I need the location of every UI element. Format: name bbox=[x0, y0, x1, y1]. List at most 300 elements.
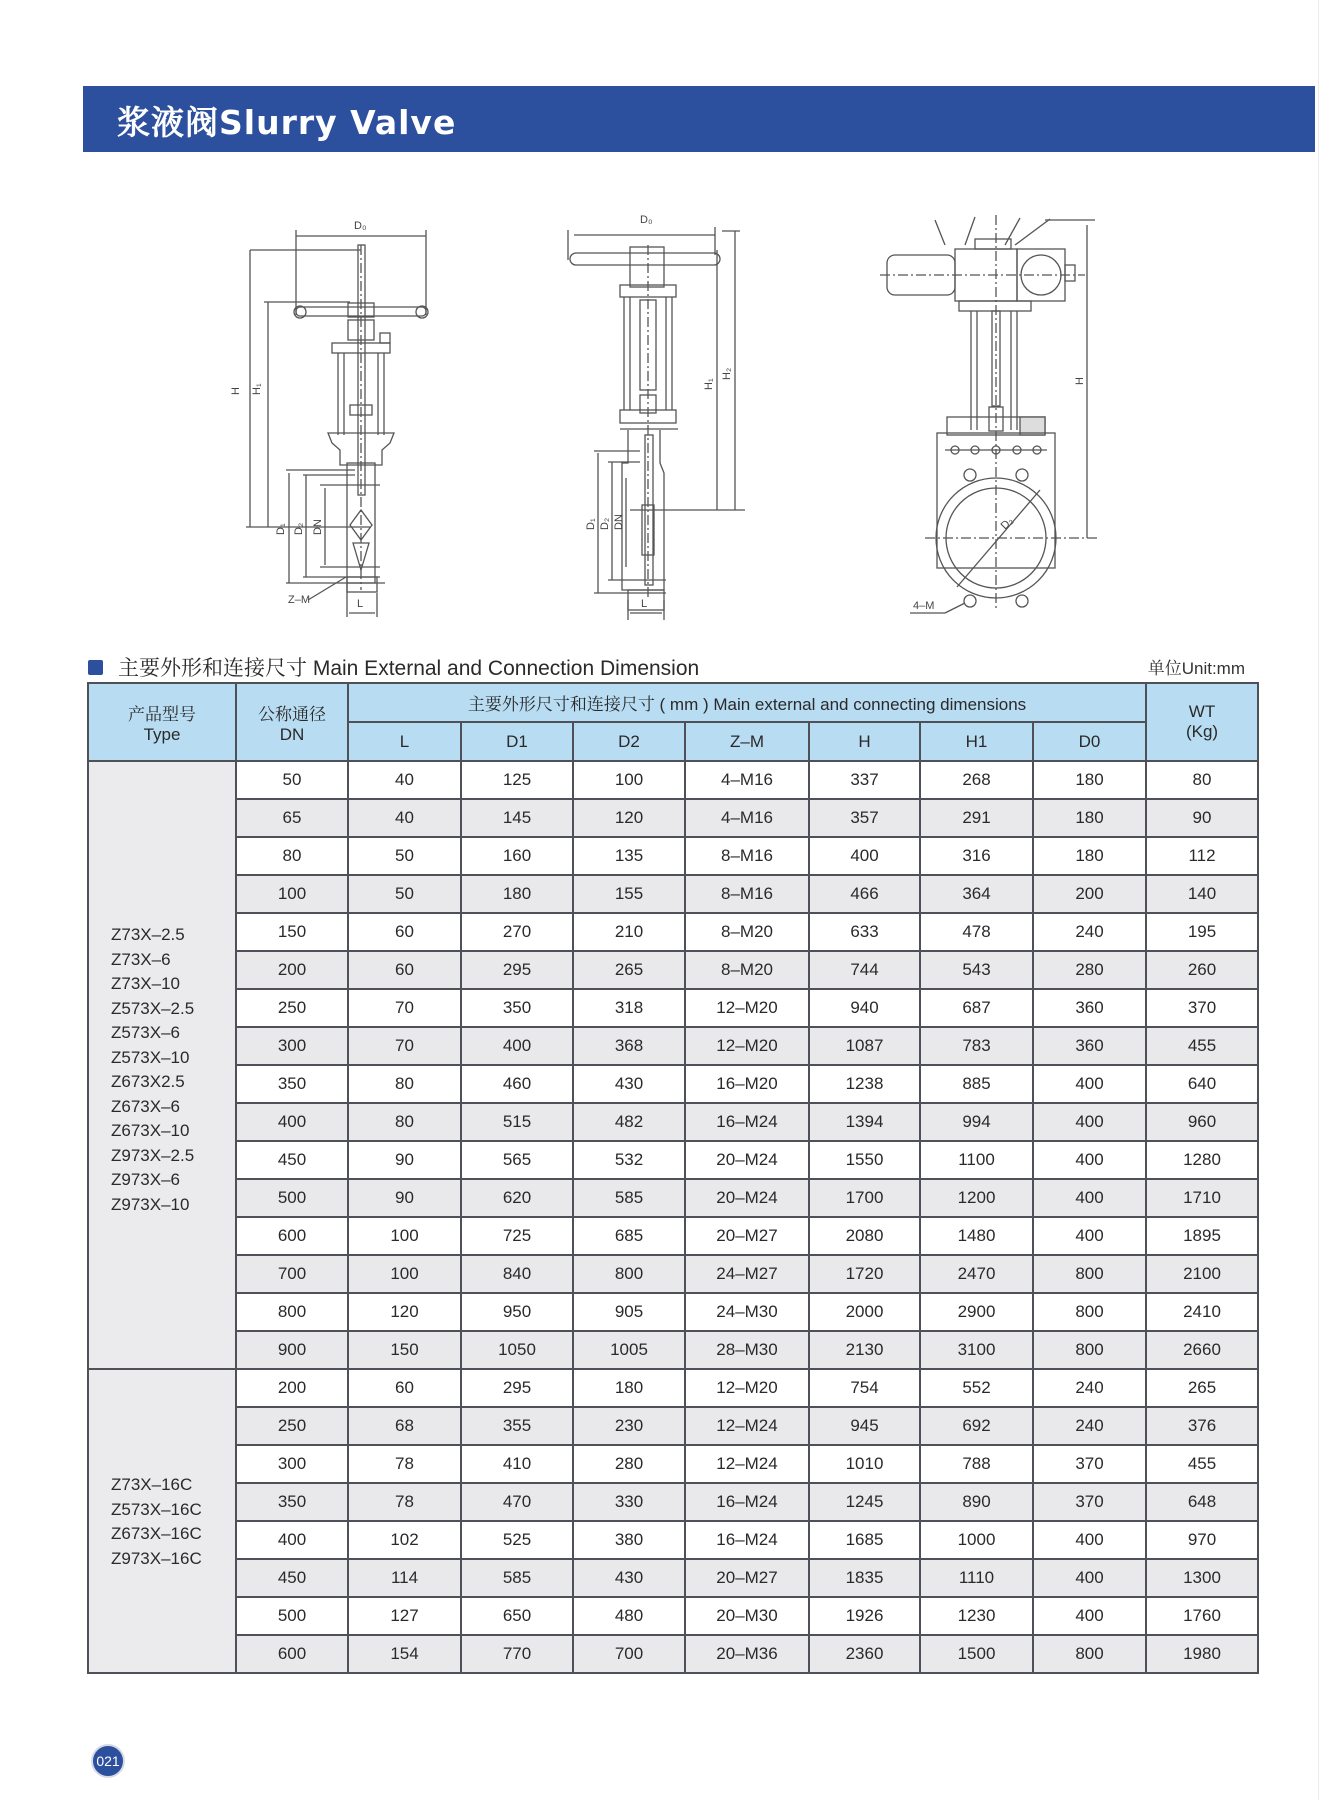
section-title: 主要外形和连接尺寸 Main External and Connection Dimension bbox=[118, 657, 700, 680]
cell-h: 1835 bbox=[809, 1559, 920, 1597]
cell-d0: 800 bbox=[1033, 1635, 1146, 1673]
type-group-cell bbox=[88, 1369, 236, 1673]
cell-d0: 400 bbox=[1033, 1065, 1146, 1103]
table-row bbox=[88, 1597, 1258, 1635]
type-group-cell bbox=[88, 761, 236, 1369]
cell-l: 70 bbox=[348, 1027, 461, 1065]
cell-d0: 200 bbox=[1033, 875, 1146, 913]
cell-d0: 180 bbox=[1033, 799, 1146, 837]
table-row bbox=[88, 1635, 1258, 1673]
cell-d2: 265 bbox=[573, 951, 685, 989]
cell-d1: 620 bbox=[461, 1179, 573, 1217]
cell-d1: 1050 bbox=[461, 1331, 573, 1369]
type-model: Z673X–16C bbox=[111, 1524, 202, 1543]
cell-dn: 250 bbox=[236, 1407, 348, 1445]
title-banner bbox=[83, 86, 1315, 152]
cell-dn: 200 bbox=[236, 1369, 348, 1407]
cell-d2: 380 bbox=[573, 1521, 685, 1559]
page-edge-line bbox=[1318, 0, 1319, 1800]
cell-l: 154 bbox=[348, 1635, 461, 1673]
cell-h: 1685 bbox=[809, 1521, 920, 1559]
cell-h: 1245 bbox=[809, 1483, 920, 1521]
type-spacer bbox=[111, 1571, 235, 1631]
cell-h: 1550 bbox=[809, 1141, 920, 1179]
cell-wt: 80 bbox=[1146, 761, 1258, 799]
manual-valve-drawing bbox=[220, 205, 480, 620]
table-row bbox=[88, 837, 1258, 875]
cell-h1: 692 bbox=[920, 1407, 1033, 1445]
cell-d0: 800 bbox=[1033, 1331, 1146, 1369]
cell-wt: 376 bbox=[1146, 1407, 1258, 1445]
cell-dn: 65 bbox=[236, 799, 348, 837]
table-row bbox=[88, 1331, 1258, 1369]
cell-dn: 600 bbox=[236, 1635, 348, 1673]
cell-h: 2000 bbox=[809, 1293, 920, 1331]
cell-l: 120 bbox=[348, 1293, 461, 1331]
cell-d1: 770 bbox=[461, 1635, 573, 1673]
cell-d0: 370 bbox=[1033, 1483, 1146, 1521]
table-row bbox=[88, 799, 1258, 837]
cell-zm: 4–M16 bbox=[685, 799, 809, 837]
cell-d2: 1005 bbox=[573, 1331, 685, 1369]
header-type bbox=[88, 683, 236, 761]
cell-h: 1087 bbox=[809, 1027, 920, 1065]
cell-zm: 12–M20 bbox=[685, 989, 809, 1027]
cell-dn: 600 bbox=[236, 1217, 348, 1255]
cell-wt: 1980 bbox=[1146, 1635, 1258, 1673]
header-dn-cn: 公称通径 bbox=[258, 704, 326, 724]
cell-d2: 180 bbox=[573, 1369, 685, 1407]
cell-h1: 478 bbox=[920, 913, 1033, 951]
dim-label-4m: 4–M bbox=[913, 600, 935, 612]
type-model: Z673X–10 bbox=[111, 1121, 190, 1140]
cell-d0: 800 bbox=[1033, 1293, 1146, 1331]
cell-h: 744 bbox=[809, 951, 920, 989]
cell-h1: 543 bbox=[920, 951, 1033, 989]
cell-d1: 470 bbox=[461, 1483, 573, 1521]
cell-zm: 20–M24 bbox=[685, 1141, 809, 1179]
cell-l: 60 bbox=[348, 951, 461, 989]
table-row bbox=[88, 1521, 1258, 1559]
dim-label-d1: D₁ bbox=[275, 523, 287, 535]
dim-label-h1: H₁ bbox=[703, 378, 715, 390]
cell-dn: 800 bbox=[236, 1293, 348, 1331]
table-row bbox=[88, 1179, 1258, 1217]
cell-d1: 460 bbox=[461, 1065, 573, 1103]
cell-h1: 1110 bbox=[920, 1559, 1033, 1597]
cell-d0: 800 bbox=[1033, 1255, 1146, 1293]
cell-h1: 552 bbox=[920, 1369, 1033, 1407]
cell-h1: 1480 bbox=[920, 1217, 1033, 1255]
cell-h1: 1500 bbox=[920, 1635, 1033, 1673]
cell-d2: 700 bbox=[573, 1635, 685, 1673]
cell-d1: 355 bbox=[461, 1407, 573, 1445]
cell-dn: 150 bbox=[236, 913, 348, 951]
cell-d2: 230 bbox=[573, 1407, 685, 1445]
cell-l: 90 bbox=[348, 1179, 461, 1217]
cell-d2: 330 bbox=[573, 1483, 685, 1521]
type-model: Z973X–6 bbox=[111, 1170, 180, 1189]
header-col-zm: Z–M bbox=[685, 722, 809, 761]
cell-wt: 960 bbox=[1146, 1103, 1258, 1141]
cell-d0: 400 bbox=[1033, 1521, 1146, 1559]
cell-l: 70 bbox=[348, 989, 461, 1027]
dim-label-h1: H₁ bbox=[251, 383, 263, 395]
cell-d2: 100 bbox=[573, 761, 685, 799]
cell-d2: 585 bbox=[573, 1179, 685, 1217]
cell-zm: 20–M36 bbox=[685, 1635, 809, 1673]
type-model: Z573X–10 bbox=[111, 1047, 190, 1067]
type-spacer bbox=[111, 1411, 235, 1473]
electric-valve-drawing bbox=[875, 205, 1105, 620]
cell-d2: 482 bbox=[573, 1103, 685, 1141]
cell-dn: 100 bbox=[236, 875, 348, 913]
dim-label-dn: DN bbox=[613, 514, 625, 530]
table-row bbox=[88, 1027, 1258, 1065]
cell-d1: 145 bbox=[461, 799, 573, 837]
cell-zm: 12–M20 bbox=[685, 1369, 809, 1407]
cell-zm: 8–M16 bbox=[685, 875, 809, 913]
cell-zm: 16–M24 bbox=[685, 1483, 809, 1521]
table-row bbox=[88, 1483, 1258, 1521]
cell-d2: 480 bbox=[573, 1597, 685, 1635]
cell-wt: 195 bbox=[1146, 913, 1258, 951]
cell-d1: 950 bbox=[461, 1293, 573, 1331]
cell-d0: 400 bbox=[1033, 1103, 1146, 1141]
cell-zm: 16–M24 bbox=[685, 1103, 809, 1141]
type-model: Z73X–2.5 bbox=[111, 925, 185, 944]
header-wt-line2: (Kg) bbox=[1185, 722, 1219, 741]
cell-l: 60 bbox=[348, 913, 461, 951]
cell-zm: 16–M24 bbox=[685, 1521, 809, 1559]
cell-wt: 1280 bbox=[1146, 1141, 1258, 1179]
header-wt bbox=[1146, 683, 1258, 761]
cell-d0: 280 bbox=[1033, 951, 1146, 989]
cell-l: 150 bbox=[348, 1331, 461, 1369]
cell-dn: 300 bbox=[236, 1445, 348, 1483]
dim-label-zm: Z–M bbox=[288, 594, 310, 606]
cell-d2: 210 bbox=[573, 913, 685, 951]
cell-h: 945 bbox=[809, 1407, 920, 1445]
table-row bbox=[88, 875, 1258, 913]
cell-zm: 8–M20 bbox=[685, 913, 809, 951]
cell-dn: 80 bbox=[236, 837, 348, 875]
table-row bbox=[88, 951, 1258, 989]
header-col-d2: D2 bbox=[573, 722, 685, 761]
cell-wt: 1710 bbox=[1146, 1179, 1258, 1217]
cell-h1: 885 bbox=[920, 1065, 1033, 1103]
dim-label-d0: D₀ bbox=[354, 220, 367, 232]
header-dn-en: DN bbox=[279, 724, 305, 744]
cell-h1: 2900 bbox=[920, 1293, 1033, 1331]
type-model: Z973X–10 bbox=[111, 1194, 190, 1214]
type-model: Z673X–6 bbox=[111, 1096, 180, 1116]
dim-label-d2: D₂ bbox=[998, 514, 1016, 533]
page-number: 021 bbox=[91, 1744, 125, 1778]
cell-dn: 300 bbox=[236, 1027, 348, 1065]
cell-d2: 800 bbox=[573, 1255, 685, 1293]
cell-d0: 180 bbox=[1033, 837, 1146, 875]
cell-dn: 700 bbox=[236, 1255, 348, 1293]
cell-zm: 20–M30 bbox=[685, 1597, 809, 1635]
cell-l: 78 bbox=[348, 1445, 461, 1483]
type-model: Z573X–16C bbox=[111, 1499, 202, 1519]
cell-d2: 532 bbox=[573, 1141, 685, 1179]
table-row bbox=[88, 1141, 1258, 1179]
cell-d1: 410 bbox=[461, 1445, 573, 1483]
table-row bbox=[88, 913, 1258, 951]
cell-zm: 12–M24 bbox=[685, 1407, 809, 1445]
table-row bbox=[88, 1217, 1258, 1255]
dimension-table bbox=[87, 682, 1259, 1674]
cell-h: 940 bbox=[809, 989, 920, 1027]
cell-dn: 450 bbox=[236, 1559, 348, 1597]
cell-wt: 90 bbox=[1146, 799, 1258, 837]
cell-wt: 2660 bbox=[1146, 1331, 1258, 1369]
cell-d0: 240 bbox=[1033, 1407, 1146, 1445]
table-row bbox=[88, 1255, 1258, 1293]
cell-h: 357 bbox=[809, 799, 920, 837]
cell-h: 1010 bbox=[809, 1445, 920, 1483]
type-model: Z73X–10 bbox=[111, 974, 180, 993]
cell-wt: 640 bbox=[1146, 1065, 1258, 1103]
cell-l: 127 bbox=[348, 1597, 461, 1635]
cell-d1: 295 bbox=[461, 1369, 573, 1407]
table-row bbox=[88, 1369, 1258, 1407]
cell-h1: 783 bbox=[920, 1027, 1033, 1065]
cell-d0: 400 bbox=[1033, 1141, 1146, 1179]
table-row bbox=[88, 1407, 1258, 1445]
cell-wt: 112 bbox=[1146, 837, 1258, 875]
section-header bbox=[88, 652, 699, 682]
cell-dn: 400 bbox=[236, 1521, 348, 1559]
cell-d1: 270 bbox=[461, 913, 573, 951]
cell-d1: 725 bbox=[461, 1217, 573, 1255]
cell-d1: 515 bbox=[461, 1103, 573, 1141]
cell-h1: 994 bbox=[920, 1103, 1033, 1141]
cell-d0: 240 bbox=[1033, 1369, 1146, 1407]
cell-d2: 905 bbox=[573, 1293, 685, 1331]
cell-d0: 370 bbox=[1033, 1445, 1146, 1483]
cell-h1: 268 bbox=[920, 761, 1033, 799]
table-row bbox=[88, 761, 1258, 799]
cell-d1: 400 bbox=[461, 1027, 573, 1065]
dim-label-d1: D₁ bbox=[585, 518, 597, 530]
header-col-l: L bbox=[348, 722, 461, 761]
cell-wt: 1895 bbox=[1146, 1217, 1258, 1255]
cell-d1: 125 bbox=[461, 761, 573, 799]
square-bullet-icon bbox=[88, 660, 103, 675]
dim-label-h2: H₂ bbox=[721, 367, 733, 380]
cell-d2: 155 bbox=[573, 875, 685, 913]
cell-l: 114 bbox=[348, 1559, 461, 1597]
cell-dn: 400 bbox=[236, 1103, 348, 1141]
cell-d1: 585 bbox=[461, 1559, 573, 1597]
cell-d2: 430 bbox=[573, 1065, 685, 1103]
cell-h: 633 bbox=[809, 913, 920, 951]
cell-zm: 12–M20 bbox=[685, 1027, 809, 1065]
cell-zm: 20–M27 bbox=[685, 1217, 809, 1255]
cell-h1: 1000 bbox=[920, 1521, 1033, 1559]
type-model: Z973X–2.5 bbox=[111, 1145, 195, 1165]
cell-dn: 200 bbox=[236, 951, 348, 989]
cell-l: 60 bbox=[348, 1369, 461, 1407]
cell-zm: 4–M16 bbox=[685, 761, 809, 799]
pneumatic-valve-drawing bbox=[560, 205, 760, 620]
cell-h1: 316 bbox=[920, 837, 1033, 875]
table-row bbox=[88, 1293, 1258, 1331]
cell-l: 90 bbox=[348, 1141, 461, 1179]
cell-l: 50 bbox=[348, 837, 461, 875]
cell-d1: 565 bbox=[461, 1141, 573, 1179]
cell-wt: 140 bbox=[1146, 875, 1258, 913]
header-group-title: 主要外形尺寸和连接尺寸 ( mm ) Main external and connecting dimensions bbox=[348, 683, 1146, 722]
table-body bbox=[88, 761, 1258, 1673]
cell-d2: 280 bbox=[573, 1445, 685, 1483]
unit-label: 单位Unit:mm bbox=[1147, 659, 1245, 678]
table-row bbox=[88, 1103, 1258, 1141]
cell-d0: 400 bbox=[1033, 1559, 1146, 1597]
cell-l: 68 bbox=[348, 1407, 461, 1445]
dim-label-h: H bbox=[1074, 377, 1086, 385]
cell-d2: 135 bbox=[573, 837, 685, 875]
cell-dn: 500 bbox=[236, 1597, 348, 1635]
cell-zm: 8–M16 bbox=[685, 837, 809, 875]
cell-d1: 295 bbox=[461, 951, 573, 989]
cell-zm: 24–M30 bbox=[685, 1293, 809, 1331]
cell-l: 100 bbox=[348, 1217, 461, 1255]
cell-zm: 20–M27 bbox=[685, 1559, 809, 1597]
cell-dn: 450 bbox=[236, 1141, 348, 1179]
cell-h: 1238 bbox=[809, 1065, 920, 1103]
cell-zm: 24–M27 bbox=[685, 1255, 809, 1293]
dim-label-dn: DN bbox=[312, 519, 324, 535]
type-model: Z573X–2.5 bbox=[111, 998, 195, 1018]
dim-label-l: L bbox=[641, 598, 648, 610]
cell-h: 754 bbox=[809, 1369, 920, 1407]
cell-h: 1700 bbox=[809, 1179, 920, 1217]
cell-wt: 260 bbox=[1146, 951, 1258, 989]
cell-d2: 318 bbox=[573, 989, 685, 1027]
table-row bbox=[88, 1065, 1258, 1103]
cell-l: 40 bbox=[348, 761, 461, 799]
cell-wt: 1760 bbox=[1146, 1597, 1258, 1635]
cell-h1: 364 bbox=[920, 875, 1033, 913]
cell-l: 80 bbox=[348, 1103, 461, 1141]
cell-l: 50 bbox=[348, 875, 461, 913]
cell-d0: 240 bbox=[1033, 913, 1146, 951]
cell-h: 2080 bbox=[809, 1217, 920, 1255]
page-title: 浆液阀Slurry Valve bbox=[117, 103, 457, 142]
header-col-h: H bbox=[809, 722, 920, 761]
cell-wt: 455 bbox=[1146, 1027, 1258, 1065]
cell-dn: 250 bbox=[236, 989, 348, 1027]
cell-h: 400 bbox=[809, 837, 920, 875]
type-spacer bbox=[111, 1217, 235, 1337]
cell-l: 102 bbox=[348, 1521, 461, 1559]
table-row bbox=[88, 989, 1258, 1027]
type-model: Z973X–16C bbox=[111, 1548, 202, 1568]
cell-d0: 400 bbox=[1033, 1597, 1146, 1635]
cell-wt: 2410 bbox=[1146, 1293, 1258, 1331]
cell-d1: 180 bbox=[461, 875, 573, 913]
cell-h: 337 bbox=[809, 761, 920, 799]
cell-h1: 1200 bbox=[920, 1179, 1033, 1217]
table-row bbox=[88, 1559, 1258, 1597]
cell-d1: 840 bbox=[461, 1255, 573, 1293]
cell-dn: 50 bbox=[236, 761, 348, 799]
cell-d2: 120 bbox=[573, 799, 685, 837]
cell-h: 1720 bbox=[809, 1255, 920, 1293]
cell-d0: 360 bbox=[1033, 1027, 1146, 1065]
cell-h1: 291 bbox=[920, 799, 1033, 837]
cell-d1: 350 bbox=[461, 989, 573, 1027]
type-spacer bbox=[111, 793, 235, 923]
dim-label-d2: D₂ bbox=[293, 522, 305, 535]
header-type-cn: 产品型号 bbox=[128, 704, 196, 724]
header-wt-line1: WT bbox=[1188, 702, 1216, 721]
header-col-h1: H1 bbox=[920, 722, 1033, 761]
cell-l: 100 bbox=[348, 1255, 461, 1293]
cell-dn: 900 bbox=[236, 1331, 348, 1369]
cell-wt: 1300 bbox=[1146, 1559, 1258, 1597]
cell-wt: 648 bbox=[1146, 1483, 1258, 1521]
cell-h1: 788 bbox=[920, 1445, 1033, 1483]
cell-d0: 400 bbox=[1033, 1179, 1146, 1217]
cell-h: 2360 bbox=[809, 1635, 920, 1673]
cell-d0: 400 bbox=[1033, 1217, 1146, 1255]
header-col-d0: D0 bbox=[1033, 722, 1146, 761]
cell-d2: 368 bbox=[573, 1027, 685, 1065]
cell-wt: 2100 bbox=[1146, 1255, 1258, 1293]
table-row bbox=[88, 1445, 1258, 1483]
dim-label-d0: D₀ bbox=[640, 214, 653, 226]
cell-dn: 500 bbox=[236, 1179, 348, 1217]
cell-d1: 160 bbox=[461, 837, 573, 875]
dim-label-l: L bbox=[357, 598, 364, 610]
cell-wt: 970 bbox=[1146, 1521, 1258, 1559]
cell-h1: 2470 bbox=[920, 1255, 1033, 1293]
cell-zm: 8–M20 bbox=[685, 951, 809, 989]
cell-h1: 3100 bbox=[920, 1331, 1033, 1369]
cell-d2: 430 bbox=[573, 1559, 685, 1597]
cell-d1: 650 bbox=[461, 1597, 573, 1635]
type-model: Z73X–16C bbox=[111, 1475, 193, 1494]
cell-wt: 370 bbox=[1146, 989, 1258, 1027]
header-dn bbox=[236, 683, 348, 761]
cell-h: 466 bbox=[809, 875, 920, 913]
cell-h1: 1230 bbox=[920, 1597, 1033, 1635]
dim-label-d2: D₂ bbox=[599, 517, 611, 530]
cell-d1: 525 bbox=[461, 1521, 573, 1559]
cell-h1: 890 bbox=[920, 1483, 1033, 1521]
cell-dn: 350 bbox=[236, 1483, 348, 1521]
cell-zm: 12–M24 bbox=[685, 1445, 809, 1483]
header-type-en: Type bbox=[143, 724, 181, 744]
cell-d2: 685 bbox=[573, 1217, 685, 1255]
type-model: Z673X2.5 bbox=[111, 1072, 185, 1091]
header-col-d1: D1 bbox=[461, 722, 573, 761]
cell-wt: 455 bbox=[1146, 1445, 1258, 1483]
cell-zm: 16–M20 bbox=[685, 1065, 809, 1103]
cell-d0: 360 bbox=[1033, 989, 1146, 1027]
cell-h1: 687 bbox=[920, 989, 1033, 1027]
cell-h: 1394 bbox=[809, 1103, 920, 1141]
cell-zm: 20–M24 bbox=[685, 1179, 809, 1217]
cell-l: 40 bbox=[348, 799, 461, 837]
type-model: Z573X–6 bbox=[111, 1023, 180, 1042]
cell-zm: 28–M30 bbox=[685, 1331, 809, 1369]
